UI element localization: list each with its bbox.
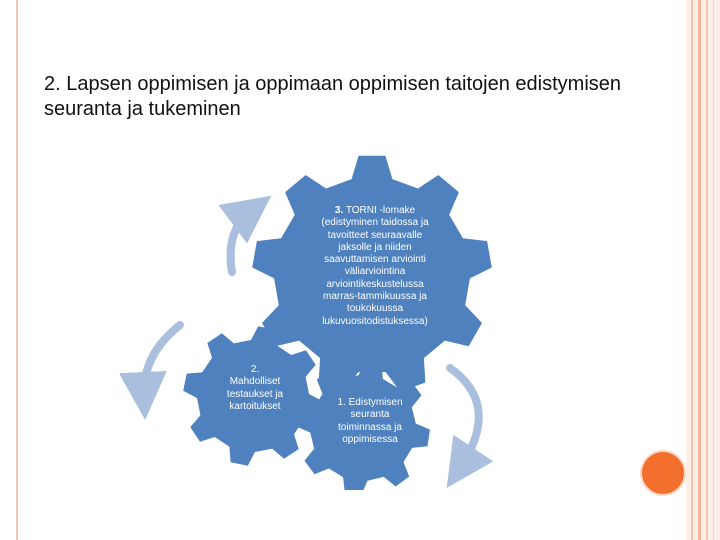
cycle-arrow-left (144, 325, 180, 396)
gear-left-line-2: kartoitukset (229, 400, 281, 412)
gear-big-line-8: toukokuussa (346, 303, 404, 315)
gear-left-line-1: testaukset ja (226, 388, 284, 400)
gear-big-line-3: jaksolle ja niiden (338, 241, 412, 253)
gear-big-line-2: tavoitteet seuraavalle (327, 229, 423, 241)
slide-title: 2. Lapsen oppimisen ja oppimaan oppimisen taitojen edistymisen seuranta ja tukeminen (44, 73, 622, 120)
gear-cycle-diagram (120, 150, 510, 490)
gear-big-line-0: 3. TORNI -lomake (334, 205, 416, 216)
gear-big-line-7: marras-tammikuussa ja (323, 291, 427, 303)
gear-big-line-1: (edistyminen taidossa ja (321, 217, 429, 229)
gear-big-line-6: arviointikeskustelussa (326, 278, 424, 290)
gear-right-line-1: seuranta (350, 409, 390, 421)
gear-big-text (300, 205, 450, 328)
left-border-decoration (0, 0, 18, 540)
cycle-arrow-right (450, 368, 479, 468)
gear-big-line-4: saavuttamisen arviointi (324, 254, 426, 266)
gear-left-line-0: Mahdolliset (229, 376, 281, 388)
gear-right-line-2: toiminnassa ja (338, 421, 402, 433)
gear-big-number: 3. (334, 205, 344, 216)
gear-right-line-0: 1. Edistymisen (337, 397, 403, 408)
gear-right-line-3: oppimisessa (342, 433, 398, 445)
cycle-arrow-top-left (231, 210, 252, 272)
gear-big-line-9: lukuvuositodistuksessa) (322, 315, 428, 327)
gear-right-number: 1. (337, 397, 346, 408)
gear-big-line-5: väliarviointina (344, 266, 406, 278)
gear-left-text (205, 364, 305, 413)
gear-left-number: 2. (250, 364, 260, 375)
orange-circle-decoration (640, 450, 686, 496)
gear-right-text (315, 397, 425, 446)
right-border-decoration (686, 0, 720, 540)
